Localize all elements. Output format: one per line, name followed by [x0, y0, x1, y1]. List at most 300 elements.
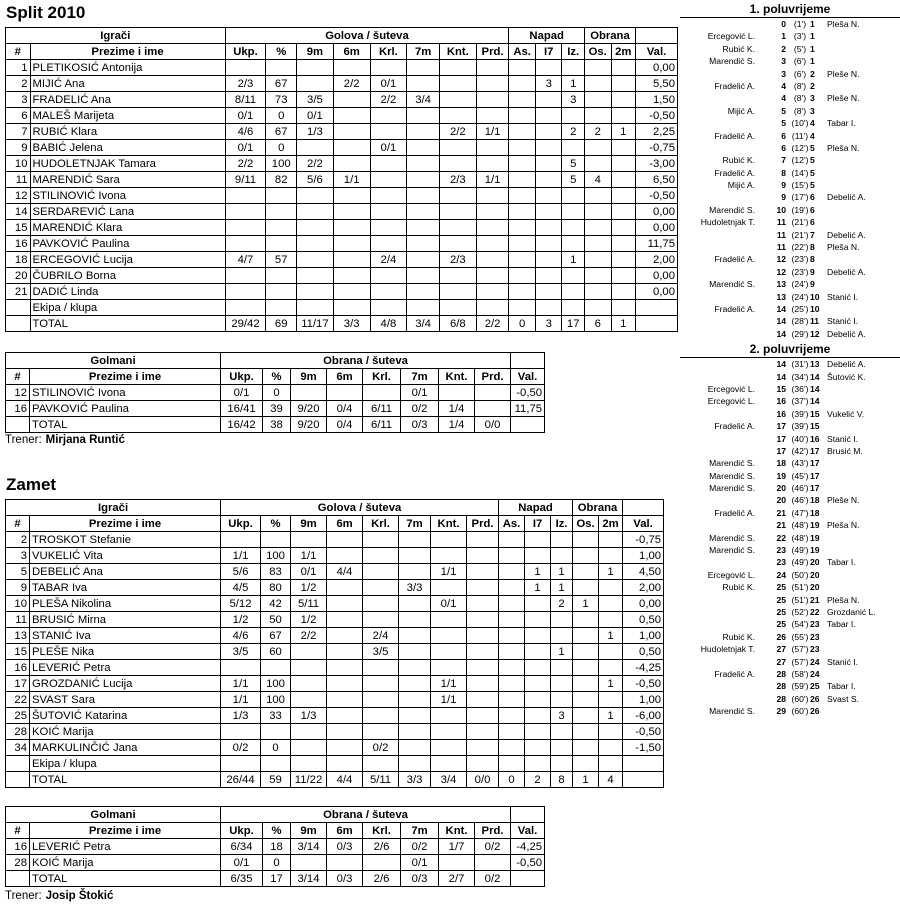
stat-cell [535, 236, 562, 252]
goal-event [680, 105, 900, 117]
stat-cell: 0,50 [623, 644, 664, 660]
stat-cell [509, 204, 536, 220]
stat-cell [370, 108, 407, 124]
stat-cell: 4 [599, 772, 623, 788]
stat-cell [476, 60, 509, 76]
goal-minute: (58') [791, 668, 809, 679]
goal-minute: (43') [791, 458, 809, 469]
away-scorer: Debelić A. [827, 328, 866, 339]
home-score: 18 [776, 458, 786, 469]
stat-cell: 0,00 [636, 268, 678, 284]
stat-cell: 1,00 [623, 692, 664, 708]
stat-cell: 0/1 [370, 140, 407, 156]
gk-stat-cell: 38 [263, 417, 291, 433]
stat-cell [525, 628, 551, 644]
column-header-row [6, 44, 678, 60]
stat-cell [407, 204, 440, 220]
stat-cell [399, 564, 431, 580]
stat-cell [225, 284, 266, 300]
gk-name: KOIĆ Marija [30, 855, 221, 871]
goal-minute: (31') [791, 359, 809, 370]
away-coach [5, 890, 113, 902]
player-number: 14 [6, 204, 31, 220]
goal-minute: (17') [791, 192, 809, 203]
away-score: 19 [810, 532, 820, 543]
stat-cell [525, 756, 551, 772]
column-header: Ukp. [225, 44, 266, 60]
home-score: 14 [776, 303, 786, 314]
stat-cell: 4/4 [327, 564, 363, 580]
column-header: Iz. [562, 44, 584, 60]
away-scorer: Pleše N. [827, 68, 860, 79]
stat-cell [525, 548, 551, 564]
stat-cell [599, 532, 623, 548]
stat-cell [535, 252, 562, 268]
stat-cell [407, 236, 440, 252]
group-goals: Golova / šuteva [221, 500, 499, 516]
stat-cell [431, 756, 467, 772]
stat-cell [291, 692, 327, 708]
stat-cell [535, 188, 562, 204]
stat-cell: 2/3 [439, 172, 476, 188]
gk-number [6, 417, 30, 433]
home-score: 14 [776, 316, 786, 327]
stat-cell [584, 204, 611, 220]
stat-cell [333, 108, 370, 124]
stat-cell [291, 644, 327, 660]
stat-cell [407, 60, 440, 76]
home-scorer: Ercegović L. [707, 383, 755, 394]
player-number: 15 [6, 220, 31, 236]
stat-cell [551, 724, 573, 740]
stat-cell [439, 76, 476, 92]
goal-event [680, 643, 900, 655]
goal-event [680, 253, 900, 265]
gk-number: 12 [6, 385, 30, 401]
away-score: 20 [810, 569, 820, 580]
home-scorer: Marendić S. [709, 545, 755, 556]
home-score: 3 [781, 56, 786, 67]
stat-cell: 1,50 [636, 92, 678, 108]
group-goals: Golova / šuteva [225, 28, 509, 44]
stat-cell [573, 644, 599, 660]
player-name: GROZDANIĆ Lucija [30, 676, 221, 692]
goal-minute: (37') [791, 396, 809, 407]
home-score: 13 [776, 279, 786, 290]
stat-cell [467, 548, 499, 564]
goal-minute: (40') [791, 433, 809, 444]
goal-minute: (54') [791, 619, 809, 630]
goal-event [680, 358, 900, 370]
player-number: 3 [6, 548, 30, 564]
stat-cell [467, 724, 499, 740]
goalkeeper-row [6, 385, 545, 401]
stat-cell: 100 [266, 156, 297, 172]
home-scorer: Rubić K. [722, 43, 755, 54]
stat-cell [499, 596, 525, 612]
gk-stat-cell: 0/0 [475, 417, 511, 433]
stat-cell [525, 692, 551, 708]
stat-cell [266, 284, 297, 300]
player-name: PLETIKOSIĆ Antonija [30, 60, 225, 76]
away-scorer: Brusić M. [827, 445, 863, 456]
away-scorer: Debelić A. [827, 192, 866, 203]
stat-cell: 57 [266, 252, 297, 268]
stat-cell: 1 [599, 564, 623, 580]
gk-column-header: % [263, 369, 291, 385]
stat-cell: 11/22 [291, 772, 327, 788]
player-number: 2 [6, 532, 30, 548]
player-row [6, 188, 678, 204]
player-name: HUDOLETNJAK Tamara [30, 156, 225, 172]
group-blank [623, 500, 664, 516]
stat-cell [370, 172, 407, 188]
stat-cell [509, 140, 536, 156]
player-name: MARENDIĆ Sara [30, 172, 225, 188]
away-scorer: Šutović K. [827, 371, 866, 382]
stat-cell [499, 548, 525, 564]
stat-cell [476, 92, 509, 108]
gk-name: TOTAL [30, 417, 221, 433]
stat-cell [261, 724, 291, 740]
stat-cell [297, 140, 334, 156]
stat-cell [297, 236, 334, 252]
player-row [6, 108, 678, 124]
away-scorer: Pleše N. [827, 495, 860, 506]
column-header: Val. [636, 44, 678, 60]
stat-cell: 2/4 [363, 628, 399, 644]
stat-cell [611, 172, 636, 188]
column-header: Prd. [476, 44, 509, 60]
stat-cell [599, 756, 623, 772]
stat-cell: 0,00 [636, 60, 678, 76]
gk-stat-cell: 0/2 [401, 839, 439, 855]
stat-cell [327, 740, 363, 756]
goal-event [680, 266, 900, 278]
stat-cell: 5/6 [221, 564, 261, 580]
stat-cell [297, 204, 334, 220]
stat-cell [431, 660, 467, 676]
home-score: 0 [781, 19, 786, 29]
home-score: 23 [776, 557, 786, 568]
stat-cell [439, 140, 476, 156]
stat-cell: 2,25 [636, 124, 678, 140]
home-score: 7 [781, 155, 786, 166]
stat-cell [407, 188, 440, 204]
goal-event [680, 569, 900, 581]
goal-event [680, 705, 900, 717]
stat-cell [266, 268, 297, 284]
stat-cell [636, 316, 678, 332]
away-score: 8 [810, 254, 815, 265]
goal-event [680, 204, 900, 216]
stat-cell: -3,00 [636, 156, 678, 172]
gk-stat-cell: 2/6 [363, 839, 401, 855]
stat-cell: 1/3 [291, 708, 327, 724]
away-score: 6 [810, 217, 815, 228]
player-number: 5 [6, 564, 30, 580]
away-score: 23 [810, 619, 820, 630]
gk-stat-cell: 6/34 [221, 839, 263, 855]
stat-cell: 6/8 [439, 316, 476, 332]
stat-cell [225, 300, 266, 316]
stat-cell [599, 612, 623, 628]
home-score: 12 [776, 266, 786, 277]
stat-cell: 3/4 [407, 92, 440, 108]
away-goalkeepers-table [5, 806, 545, 887]
player-name: STANIĆ Iva [30, 628, 221, 644]
away-coach-name: Josip Štokić [45, 890, 114, 902]
gk-stat-cell: 0/3 [401, 871, 439, 887]
away-score: 13 [810, 359, 820, 370]
home-score: 6 [781, 142, 786, 153]
stat-cell: 0,00 [636, 220, 678, 236]
home-score: 2 [781, 43, 786, 54]
stat-cell [431, 612, 467, 628]
stat-cell [573, 612, 599, 628]
goal-minute: (39') [791, 408, 809, 419]
stat-cell: 2/3 [225, 76, 266, 92]
player-name: MIJIĆ Ana [30, 76, 225, 92]
player-row [6, 92, 678, 108]
stat-cell [297, 252, 334, 268]
stat-cell: 1 [599, 628, 623, 644]
stat-cell [525, 740, 551, 756]
away-score: 10 [810, 291, 820, 302]
away-score: 10 [810, 303, 820, 314]
stat-cell [562, 60, 584, 76]
stat-cell [499, 660, 525, 676]
goal-event [680, 693, 900, 705]
stat-cell [551, 548, 573, 564]
home-score: 17 [776, 433, 786, 444]
stat-cell: 1,00 [623, 548, 664, 564]
stat-cell: 1/1 [431, 692, 467, 708]
away-score: 24 [810, 656, 820, 667]
column-header: 6m [327, 516, 363, 532]
stat-cell: 1/3 [297, 124, 334, 140]
stat-cell [623, 756, 664, 772]
goal-event [680, 92, 900, 104]
stat-cell: 2/2 [476, 316, 509, 332]
stat-cell [509, 60, 536, 76]
stat-cell [363, 724, 399, 740]
player-name: LEVERIĆ Petra [30, 660, 221, 676]
away-score: 1 [810, 19, 815, 29]
stat-cell [499, 580, 525, 596]
player-number: 34 [6, 740, 30, 756]
goal-minute: (57') [791, 656, 809, 667]
stat-cell [584, 252, 611, 268]
stat-cell [467, 676, 499, 692]
column-header: I7 [525, 516, 551, 532]
stat-cell [333, 300, 370, 316]
goal-minute: (14') [791, 167, 809, 178]
stat-cell: -0,50 [623, 724, 664, 740]
stat-cell [535, 156, 562, 172]
goal-event [680, 668, 900, 680]
stat-cell [431, 724, 467, 740]
home-score: 26 [776, 631, 786, 642]
stat-cell: 100 [261, 548, 291, 564]
away-scorer: Tabar I. [827, 557, 856, 568]
stat-cell [611, 92, 636, 108]
stat-cell [499, 724, 525, 740]
stat-cell [370, 204, 407, 220]
away-score: 19 [810, 520, 820, 531]
home-score: 25 [776, 582, 786, 593]
away-scorer: Tabar I. [827, 619, 856, 630]
gk-stat-cell: 2/6 [363, 871, 401, 887]
half2-events [680, 358, 900, 717]
stat-cell [551, 628, 573, 644]
stat-cell: 73 [266, 92, 297, 108]
away-score: 24 [810, 668, 820, 679]
stat-cell: 60 [261, 644, 291, 660]
stat-cell: 2 [562, 124, 584, 140]
gk-column-header-row [6, 369, 545, 385]
stat-cell [467, 692, 499, 708]
gk-group-header-row [6, 353, 545, 369]
stat-cell [363, 612, 399, 628]
away-scorer: Pleše N. [827, 93, 860, 104]
goal-event [680, 544, 900, 556]
stat-cell: 69 [266, 316, 297, 332]
stat-cell [439, 188, 476, 204]
goal-minute: (42') [791, 445, 809, 456]
gk-column-header: Krl. [363, 369, 401, 385]
stat-cell [476, 220, 509, 236]
away-score: 15 [810, 421, 820, 432]
stat-cell [525, 532, 551, 548]
gk-stat-cell [363, 855, 401, 871]
player-row [6, 644, 664, 660]
stat-cell [327, 548, 363, 564]
gk-group-blank [511, 807, 545, 823]
away-scorer: Pleša N. [827, 594, 860, 605]
stat-cell: 3/3 [399, 580, 431, 596]
home-score: 25 [776, 606, 786, 617]
gk-stat-cell: 0/1 [401, 385, 439, 401]
stat-cell: 6 [584, 316, 611, 332]
stat-cell: -0,50 [636, 188, 678, 204]
goal-minute: (49') [791, 545, 809, 556]
gk-stat-cell: 1/7 [439, 839, 475, 855]
stat-cell [297, 60, 334, 76]
goalkeeper-row [6, 855, 545, 871]
away-score: 15 [810, 408, 820, 419]
stat-cell [363, 564, 399, 580]
away-score: 26 [810, 706, 820, 717]
stat-cell: -0,75 [623, 532, 664, 548]
away-scorer: Pleša N. [827, 142, 860, 153]
gk-column-header: # [6, 369, 30, 385]
stat-cell [611, 284, 636, 300]
home-scorer: Fradelić A. [714, 303, 755, 314]
goal-minute: (25') [791, 303, 809, 314]
home-scorer: Rubić K. [722, 582, 755, 593]
stat-cell [363, 596, 399, 612]
stat-cell [535, 284, 562, 300]
player-number: 10 [6, 156, 31, 172]
home-score: 10 [776, 204, 786, 215]
home-scorer: Fradelić A. [714, 507, 755, 518]
goal-minute: (51') [791, 594, 809, 605]
goal-minute: (49') [791, 557, 809, 568]
column-header: Os. [584, 44, 611, 60]
away-scorer: Grozdanić L. [827, 606, 876, 617]
stat-cell [291, 740, 327, 756]
goal-minute: (24') [791, 291, 809, 302]
player-number [6, 772, 30, 788]
gk-stat-cell: 0/2 [401, 401, 439, 417]
stat-cell [327, 612, 363, 628]
home-scorer: Ercegović L. [707, 396, 755, 407]
player-name: PLEŠA Nikolina [30, 596, 221, 612]
gk-stat-cell [327, 855, 363, 871]
gk-stat-cell [475, 385, 511, 401]
goal-minute: (8') [793, 80, 807, 91]
away-score: 18 [810, 507, 820, 518]
stat-cell [611, 252, 636, 268]
stat-cell [333, 92, 370, 108]
stat-cell: 1 [525, 580, 551, 596]
goal-minute: (21') [791, 217, 809, 228]
stat-cell [551, 660, 573, 676]
gk-column-header: # [6, 823, 30, 839]
stat-cell: 29/42 [225, 316, 266, 332]
stat-cell [551, 740, 573, 756]
stat-cell: 67 [266, 124, 297, 140]
goal-minute: (12') [791, 155, 809, 166]
stat-cell: 1/1 [476, 172, 509, 188]
away-score: 14 [810, 371, 820, 382]
goal-minute: (39') [791, 421, 809, 432]
away-score: 2 [810, 80, 815, 91]
player-name: ŠUTOVIĆ Katarina [30, 708, 221, 724]
gk-stat-cell: 17 [263, 871, 291, 887]
away-score: 17 [810, 483, 820, 494]
home-score: 16 [776, 408, 786, 419]
away-score: 14 [810, 396, 820, 407]
player-row [6, 676, 664, 692]
stat-cell [467, 580, 499, 596]
stat-cell: 2/2 [333, 76, 370, 92]
stat-cell [509, 188, 536, 204]
stat-cell [407, 140, 440, 156]
home-score: 21 [776, 520, 786, 531]
stat-cell: 9/11 [225, 172, 266, 188]
player-name: BABIĆ Jelena [30, 140, 225, 156]
stat-cell [291, 756, 327, 772]
home-score: 6 [781, 130, 786, 141]
group-players: Igrači [6, 500, 221, 516]
goal-event [680, 395, 900, 407]
gk-column-header: Val. [511, 369, 545, 385]
goal-event [680, 618, 900, 630]
away-score: 11 [810, 316, 820, 327]
stat-cell [439, 300, 476, 316]
away-score: 20 [810, 582, 820, 593]
stat-cell [509, 284, 536, 300]
stat-cell [573, 660, 599, 676]
stat-cell [535, 268, 562, 284]
away-score: 3 [810, 93, 815, 104]
stat-cell: 33 [261, 708, 291, 724]
stat-cell: 0 [499, 772, 525, 788]
gk-column-header: 7m [401, 369, 439, 385]
away-score: 17 [810, 470, 820, 481]
